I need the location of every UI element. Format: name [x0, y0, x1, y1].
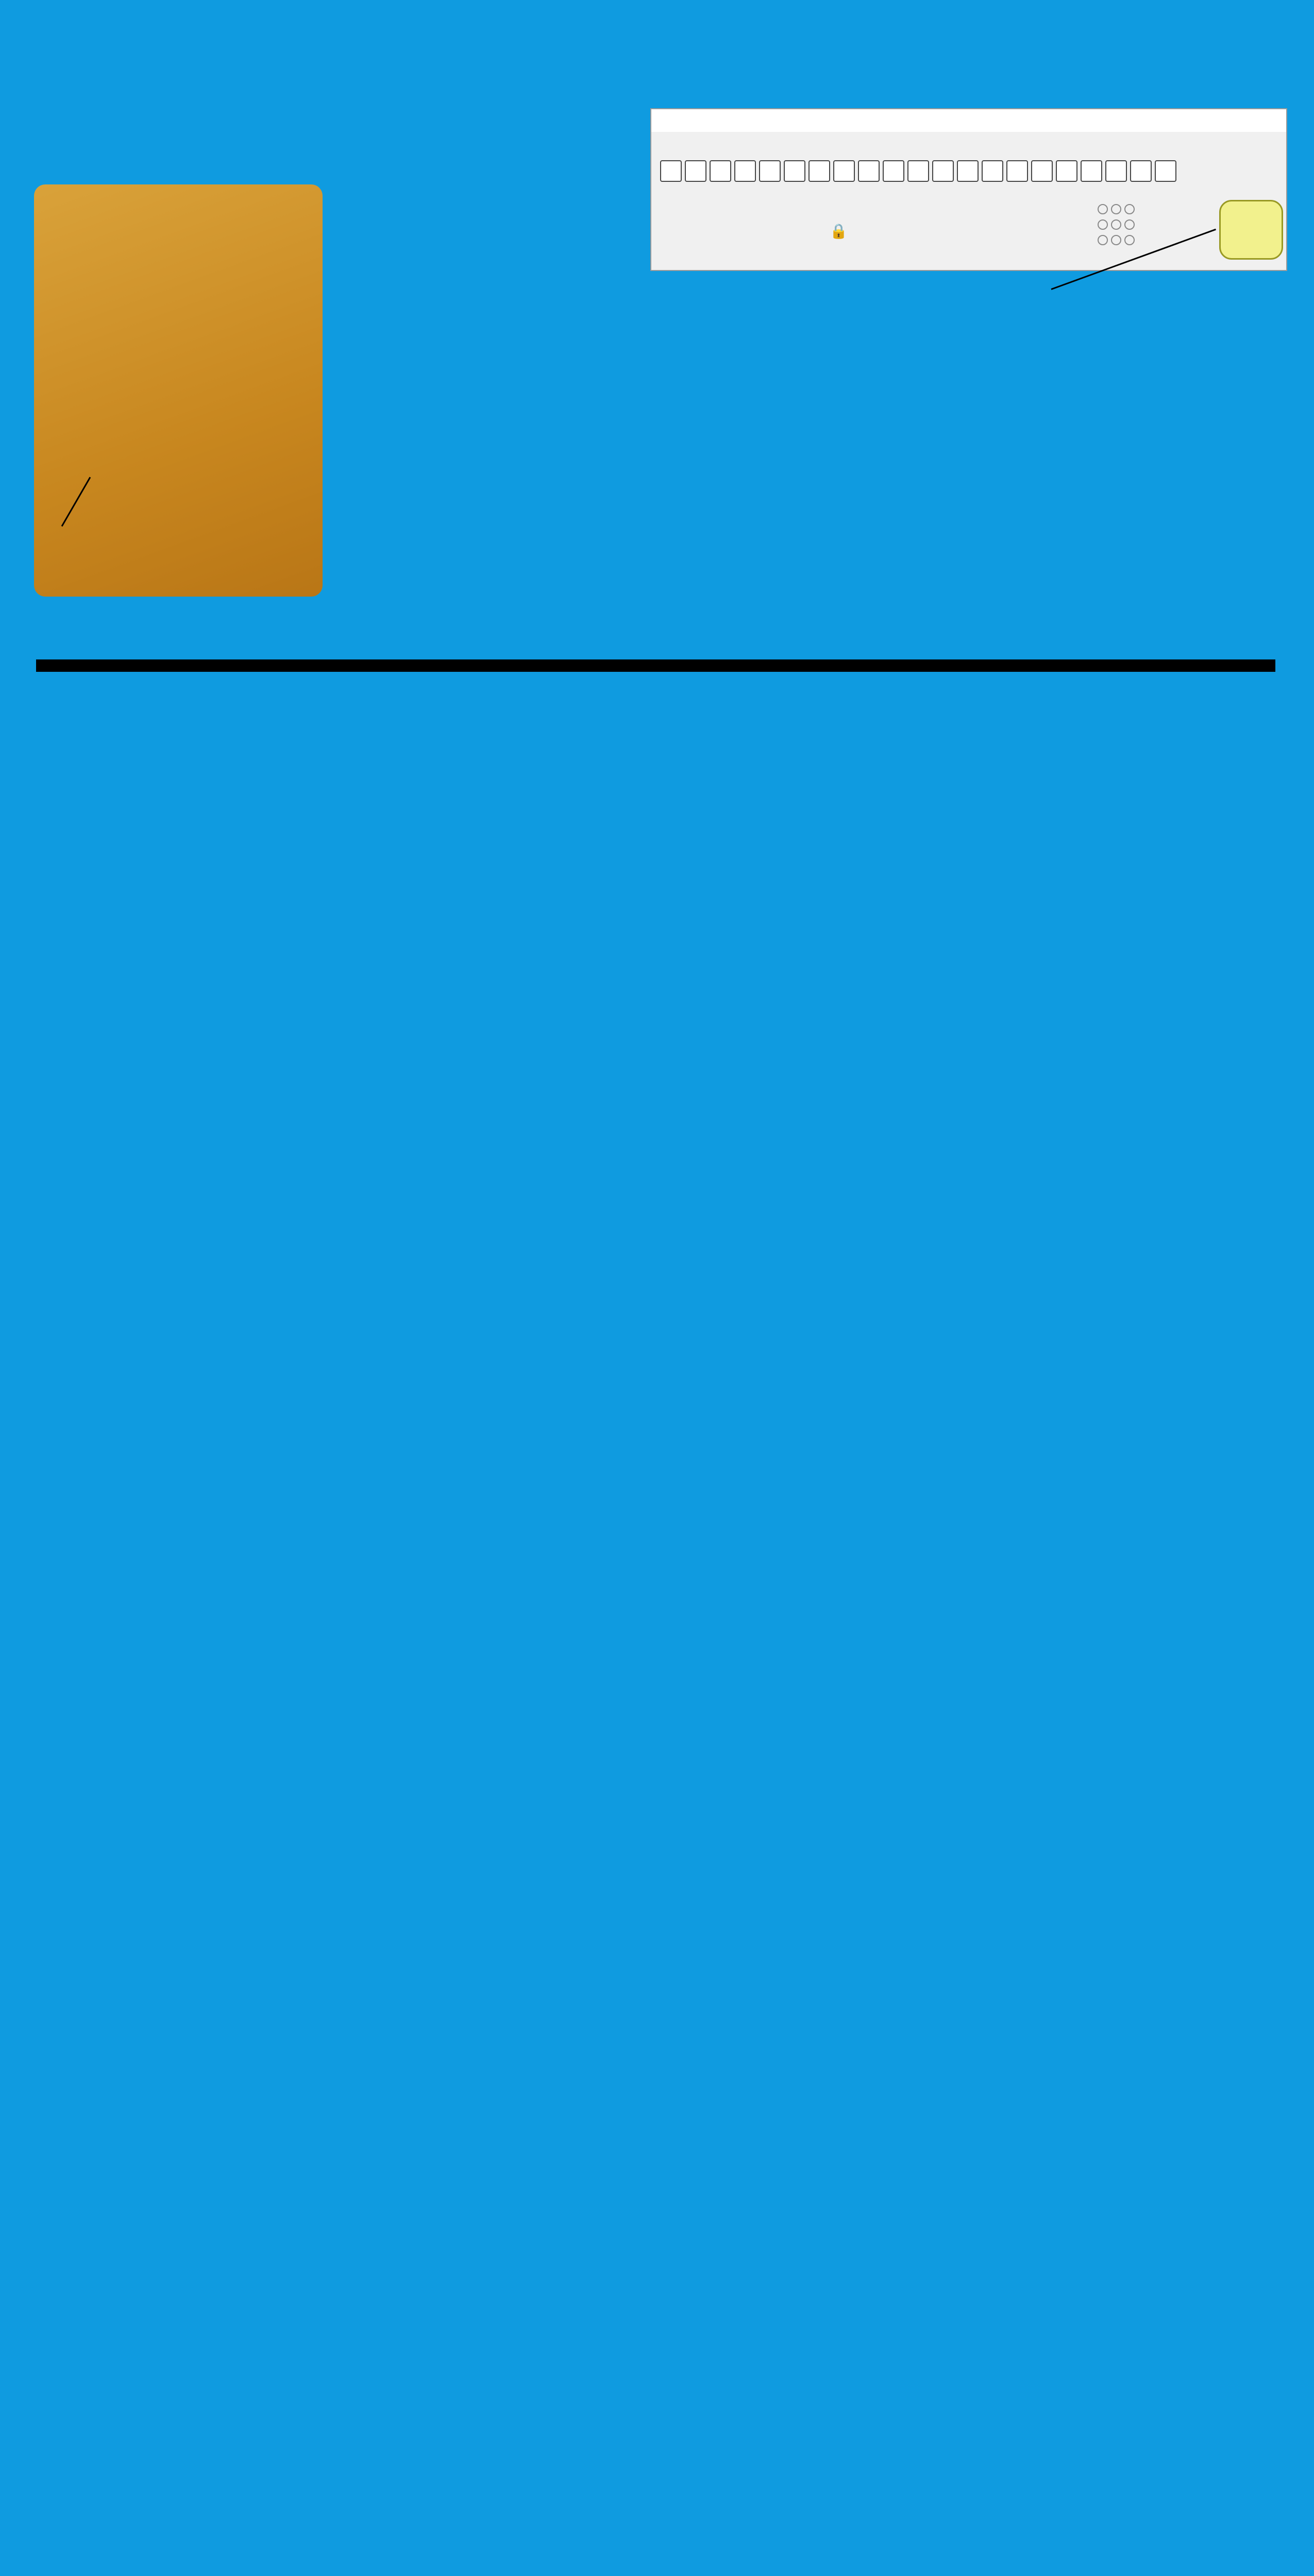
camera-icon[interactable] — [1056, 160, 1077, 182]
users-icon[interactable] — [1155, 160, 1176, 182]
zoom-out-icon[interactable] — [982, 160, 1003, 182]
tools-icon[interactable] — [1105, 160, 1127, 182]
copy-icon[interactable] — [833, 160, 855, 182]
import-icon[interactable] — [759, 160, 781, 182]
settings-icon[interactable] — [1130, 160, 1152, 182]
lock-icon[interactable]: 🔒 — [830, 223, 848, 239]
anchor-grid-icon[interactable] — [1096, 202, 1147, 253]
open-file-icon[interactable] — [685, 160, 706, 182]
units-toggle-highlight — [1219, 200, 1283, 260]
redo-icon[interactable] — [808, 160, 830, 182]
undo-icon[interactable] — [784, 160, 805, 182]
gold-card-photo — [34, 184, 323, 597]
save-icon[interactable] — [710, 160, 731, 182]
toolbar — [659, 159, 1277, 186]
zoom-fit-icon[interactable] — [1006, 160, 1028, 182]
window-title — [651, 109, 1286, 132]
move-icon[interactable] — [932, 160, 954, 182]
save-as-icon[interactable] — [734, 160, 756, 182]
menu-bar — [660, 136, 824, 150]
lightburn-main-window — [650, 108, 1287, 271]
delete-icon[interactable] — [907, 160, 929, 182]
new-file-icon[interactable] — [660, 160, 682, 182]
monitor-icon[interactable] — [1081, 160, 1102, 182]
divider — [36, 659, 1275, 672]
frame-icon[interactable] — [1031, 160, 1053, 182]
zoom-in-icon[interactable] — [957, 160, 979, 182]
paste-icon[interactable] — [883, 160, 904, 182]
cut-icon[interactable] — [858, 160, 880, 182]
